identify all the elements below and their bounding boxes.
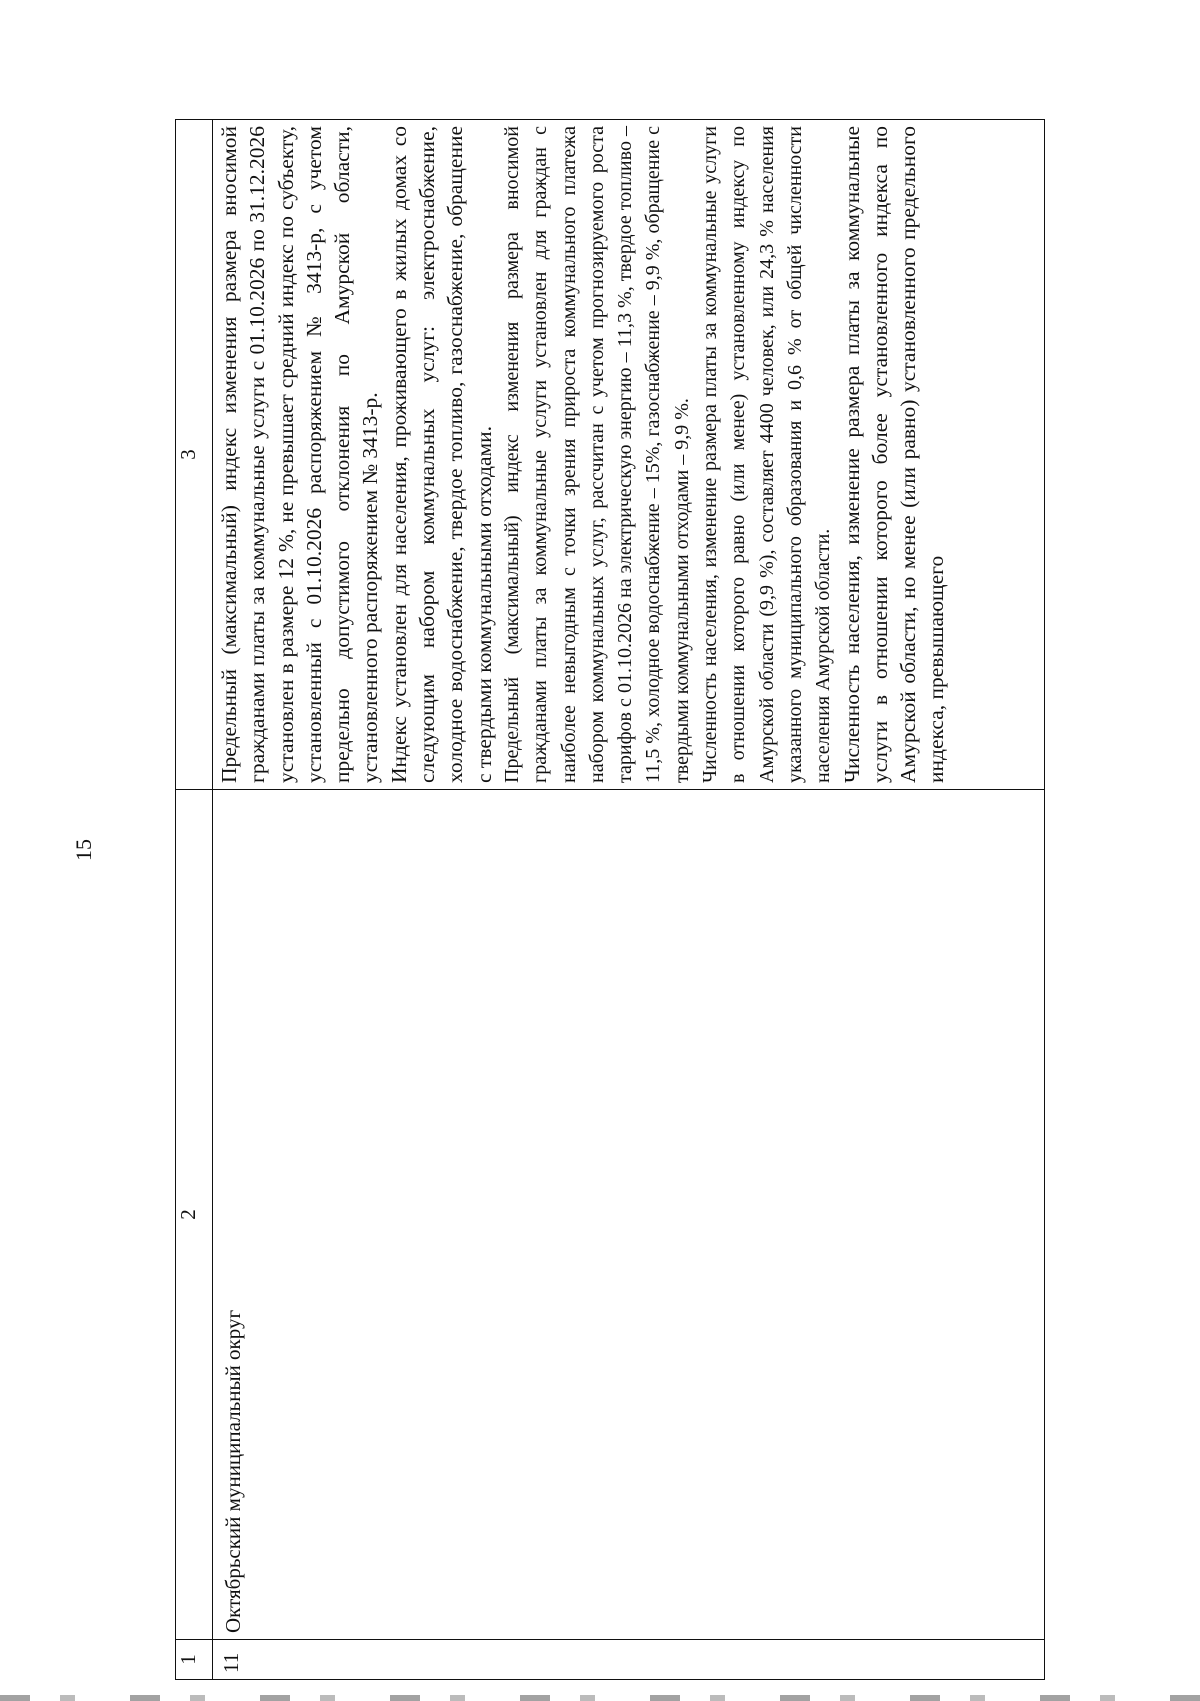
row-number: 11 — [213, 1640, 1045, 1680]
paragraph-services-set: Индекс установлен для населения, проживающего в жилых домах со следующим набором коммунальных услуг: электроснабжение, холодное водоснабжение, твердое топливо, газоснабжение, обращение с твердыми коммунальными отходами. — [386, 126, 496, 783]
header-col-1: 1 — [176, 1640, 213, 1680]
index-description-cell — [213, 120, 1045, 790]
paragraph-tariff-growth: Предельный (максимальный) индекс изменения размера вносимой гражданами платы за коммунальные услуги установлен для граждан с наиболее невыгодным с точки зрения прироста коммунального платежа набором коммунальных услуг, рассчитан с учетом прогнозируемого роста тарифов с 01.10.2026 на электрическую энергию – 11,3 %, твердое топливо – 11,5 %, холодное водоснабжение – 15%, газоснабжение – 9,9 %, обращение с твердыми коммунальными отходами – 9,9 %. — [500, 126, 693, 783]
tariff-index-table — [175, 119, 1045, 1680]
table-header-row — [176, 120, 213, 1680]
table-row — [213, 120, 1045, 1680]
paragraph-population-above: Численность населения, изменение размера платы за коммунальные услуги в отношении которого более установленного индекса по Амурской области, но менее (или равно) установленного предельного индекса, превышающего — [839, 126, 949, 783]
paragraph-population-below: Численность населения, изменение размера платы за коммунальные услуги в отношении которого равно (или менее) установленному индексу по Амурской области (9,9 %), составляет 4400 человек, или 24,3 % населения указанного муниципального образования и 0,6 % от общей численности населения Амурской области. — [699, 126, 835, 783]
municipality-name: Октябрьский муниципальный округ — [213, 790, 1045, 1640]
table-wrapper — [175, 120, 1045, 1680]
page-number: 15 — [71, 839, 96, 861]
header-col-3: 3 — [176, 120, 213, 790]
header-col-2: 2 — [176, 790, 213, 1640]
paragraph-max-index: Предельный (максимальный) индекс изменения размера вносимой гражданами платы за коммунальные услуги с 01.10.2026 по 31.12.2026 установлен в размере 12 %, не превышает средний индекс по субъекту, установленный с 01.10.2026 распоряжением № 3413-р, с учетом предельно допустимого отклонения по Амурской области, установленного распоряжением № 3413-р. — [217, 126, 383, 783]
scan-edge-artifact — [0, 1695, 1200, 1701]
